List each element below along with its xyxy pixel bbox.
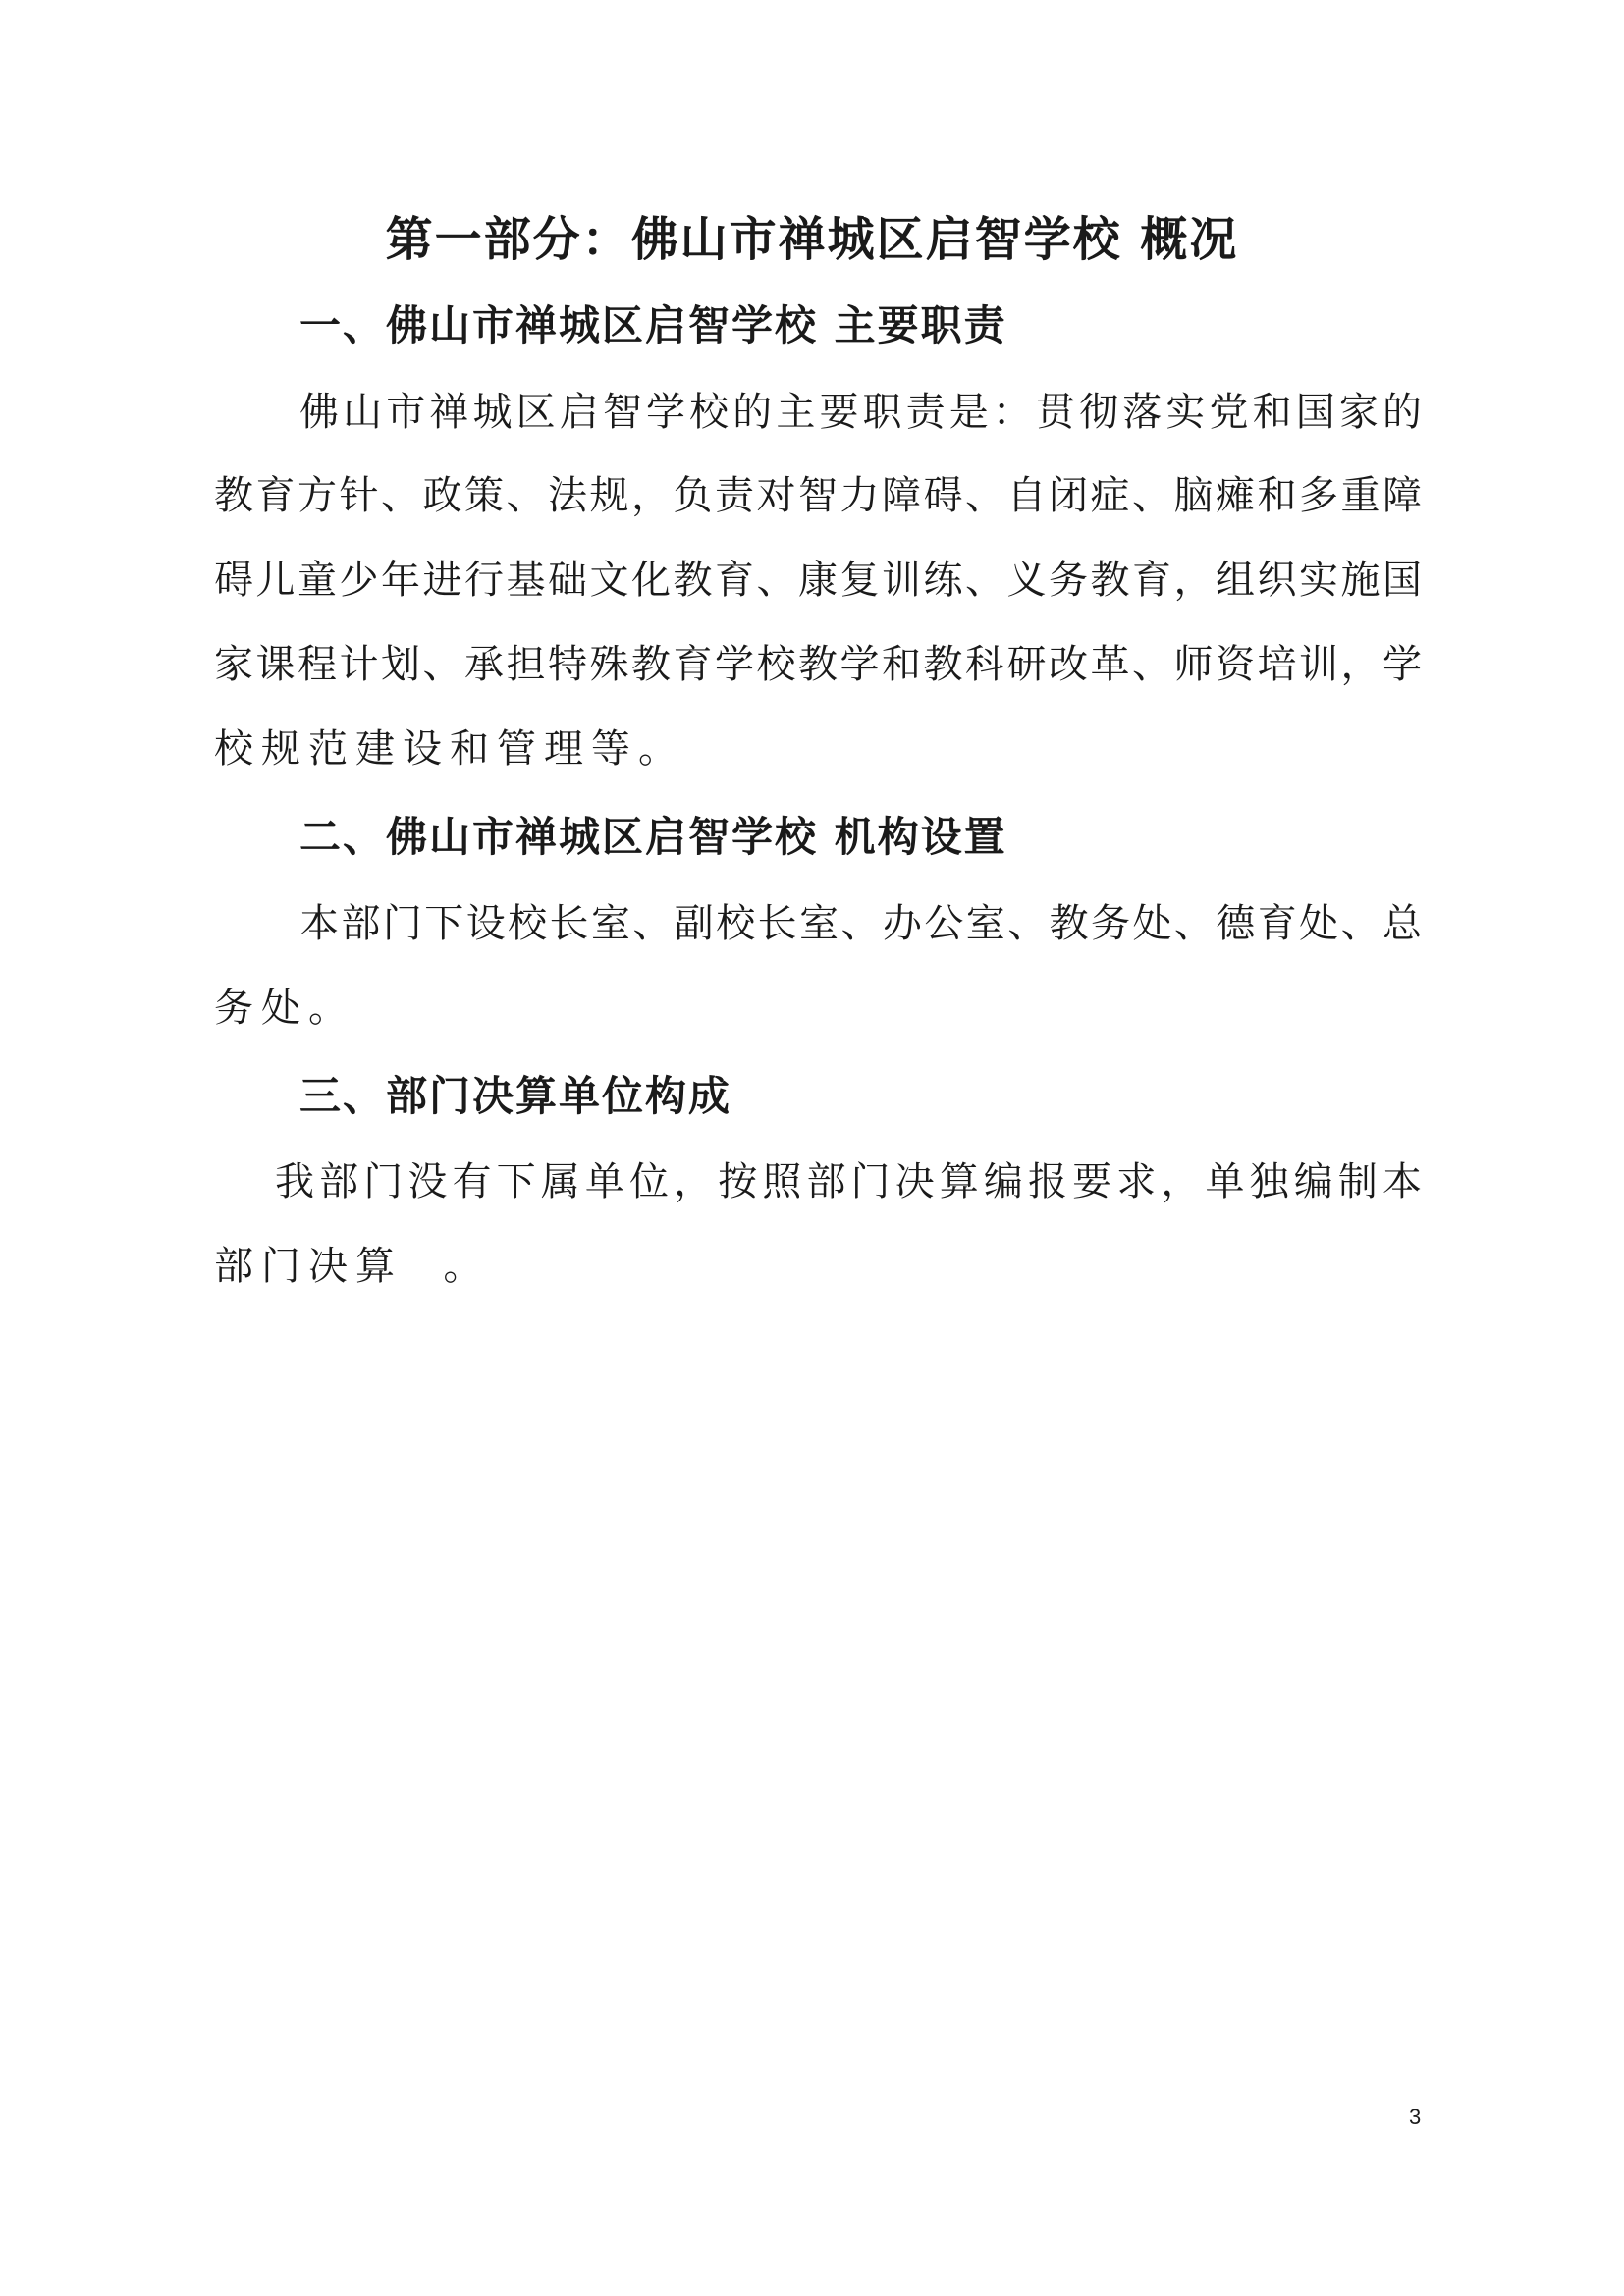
paragraph-line: 教育方针、政策、法规，负责对智力障碍、自闭症、脑瘫和多重障	[214, 473, 1422, 518]
paragraph-line: 校规范建设和管理等。	[214, 726, 685, 772]
page-title: 第一部分：佛山市禅城区启智学校 概况	[385, 212, 1239, 267]
page-number: 3	[1409, 2105, 1422, 2129]
paragraph-line: 本部门下设校长室、副校长室、办公室、教务处、德育处、总	[299, 901, 1422, 946]
paragraph-line: 碍儿童少年进行基础文化教育、康复训练、义务教育，组织实施国	[214, 558, 1422, 603]
section-heading-organization: 二、佛山市禅城区启智学校 机构设置	[299, 813, 1007, 861]
section-heading-units: 三、部门决算单位构成	[299, 1072, 732, 1120]
paragraph-line: 务处。	[214, 986, 355, 1031]
paragraph-line: 家课程计划、承担特殊教育学校教学和教科研改革、师资培训，学	[214, 642, 1422, 687]
paragraph-line: 部门决算 。	[214, 1244, 491, 1289]
paragraph-line: 佛山市禅城区启智学校的主要职责是：贯彻落实党和国家的	[299, 390, 1422, 435]
paragraph-line: 我部门没有下属单位，按照部门决算编报要求，单独编制本	[275, 1159, 1422, 1204]
section-heading-duties: 一、佛山市禅城区启智学校 主要职责	[299, 301, 1007, 349]
